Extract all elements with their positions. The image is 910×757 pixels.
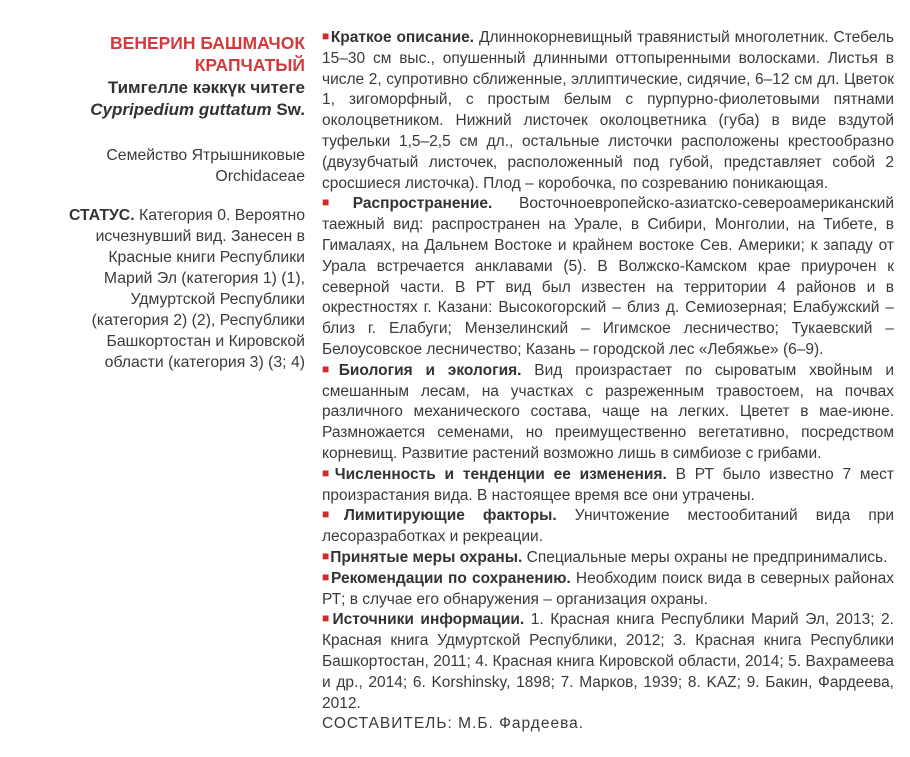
- square-bullet-icon: ■: [322, 611, 332, 626]
- section-heading: Лимитирующие факторы.: [344, 507, 557, 525]
- species-title-russian: ВЕНЕРИН БАШМАЧОК КРАПЧАТЫЙ: [110, 33, 305, 75]
- square-bullet-icon: ■: [322, 548, 330, 563]
- section-paragraph: [322, 569, 894, 611]
- square-bullet-icon: ■: [322, 361, 338, 376]
- section-body: В РТ было известно 7 мест произрастания вида. В настоящее время все они утрачены.: [322, 465, 895, 504]
- section-paragraph: [322, 465, 894, 507]
- section-heading: Принятые меры охраны.: [330, 548, 523, 566]
- square-bullet-icon: ■: [322, 507, 343, 522]
- family-block: [57, 145, 305, 187]
- status-block: [57, 205, 305, 373]
- section-paragraph: [322, 610, 894, 714]
- compiler-label: СОСТАВИТЕЛЬ:: [322, 715, 453, 733]
- sections: [322, 28, 894, 714]
- species-latin-name: [57, 99, 305, 121]
- section-body: 1. Красная книга Республики Марий Эл, 2013; 2. Красная книга Удмуртской Республики, 2012; 3. Красная книга Республики Башкортостан, 2011; 4. Красная книга Кировской области, 2014; 5. Вахрамеева и др., 2014; 6. Korshinsky, 1898; 7. Марков, 1939; 8. KAZ; 9. Бакин, Фардеева, 2012.: [322, 611, 894, 712]
- section-heading: Биология и экология.: [338, 361, 522, 379]
- section-body: Восточноевропейско-азиатско-североамериканский таежный вид: распространен на Урале, в Сибири, Монголии, на Тибете, в Гималаях, на Дальнем Востоке и крайнем востоке Сев. Америки; к западу от Урала встречается анклавами (5). В Волжско-Камском крае приурочен к северной части. В РТ вид был известен на территории 4 районов и в окрестностях г. Казани: Высокогорский – близ д. Семиозерная; Елабужский – близ г. Елабуги; Мензелинский – Игимское лесничество; Тукаевский – Белоусовское лесничество; Казань – городской лес «Лебяжье» (6–9).: [322, 195, 894, 358]
- section-body: Вид произрастает по сыроватым хвойным и смешанным лесам, на участках с разреженным травостоем, на почвах различного механического состава, чаще на легких. Цветет в мае-июне. Размножается семенами, но преимущественно вегетативно, посредством корневищ. Развитие растений возможно лишь в симбиозе с грибами.: [322, 361, 895, 462]
- latin-author-abbrev: Sw.: [276, 100, 305, 119]
- latin-binomial: Cypripedium guttatum: [90, 100, 272, 119]
- section-paragraph: [322, 506, 894, 548]
- species-header-column: [57, 32, 305, 373]
- section-heading: Численность и тенденции ее изменения.: [334, 465, 667, 483]
- species-title-tatar: Тимгелле кәккүк читеге: [107, 78, 305, 97]
- section-paragraph: [322, 28, 894, 194]
- status-text: Категория 0. Вероятно исчезнувший вид. Занесен в Красные книги Республики Марий Эл (категория 1) (1), Удмуртской Республики (категория 2) (2), Республики Башкортостан и Кировской области (категория 3) (3; 4): [91, 207, 305, 371]
- section-paragraph: [322, 194, 894, 360]
- family-latin: Orchidaceae: [215, 168, 305, 185]
- section-heading: Источники информации.: [332, 611, 525, 629]
- section-paragraph: [322, 361, 894, 465]
- section-body: Необходим поиск вида в северных районах РТ; в случае его обнаружения – организация охраны.: [322, 569, 894, 608]
- square-bullet-icon: ■: [322, 465, 334, 480]
- square-bullet-icon: ■: [322, 29, 330, 43]
- section-heading: Краткое описание.: [330, 29, 475, 46]
- section-body: Длиннокорневищный травянистый многолетник. Стебель 15–30 см выс., опушенный длинными оттопыренными волосками. Листья в числе 2, супротивно сближенные, эллиптические, сидячие, 6–12 см дл. Цветок 1, зигоморфный, с простым белым с пурпурно-фиолетовыми пятнами околоцветником. Нижний листочек околоцветника (губа) в виде вздутой туфельки 1,5–2,5 см дл., остальные листочки расположены крестообразно (двузубчатый листочек, расположенный под губой, представляет собой 2 сросшиеся листочка). Плод – коробочка, по созреванию поникающая.: [322, 29, 895, 192]
- section-heading: Распространение.: [352, 195, 493, 213]
- species-description-column: [322, 28, 894, 735]
- square-bullet-icon: ■: [322, 569, 331, 584]
- square-bullet-icon: ■: [322, 195, 352, 210]
- compiler-line: [322, 714, 894, 735]
- section-heading: Рекомендации по сохранению.: [331, 569, 571, 587]
- family-russian: Семейство Ятрышниковые: [106, 147, 305, 164]
- status-label: СТАТУС.: [69, 207, 135, 224]
- compiler-name: М.Б. Фардеева.: [458, 715, 585, 733]
- section-paragraph: [322, 548, 894, 569]
- section-body: Специальные меры охраны не предпринимались.: [526, 548, 888, 566]
- section-body: Уничтожение местообитаний вида при лесоразработках и рекреации.: [322, 507, 894, 546]
